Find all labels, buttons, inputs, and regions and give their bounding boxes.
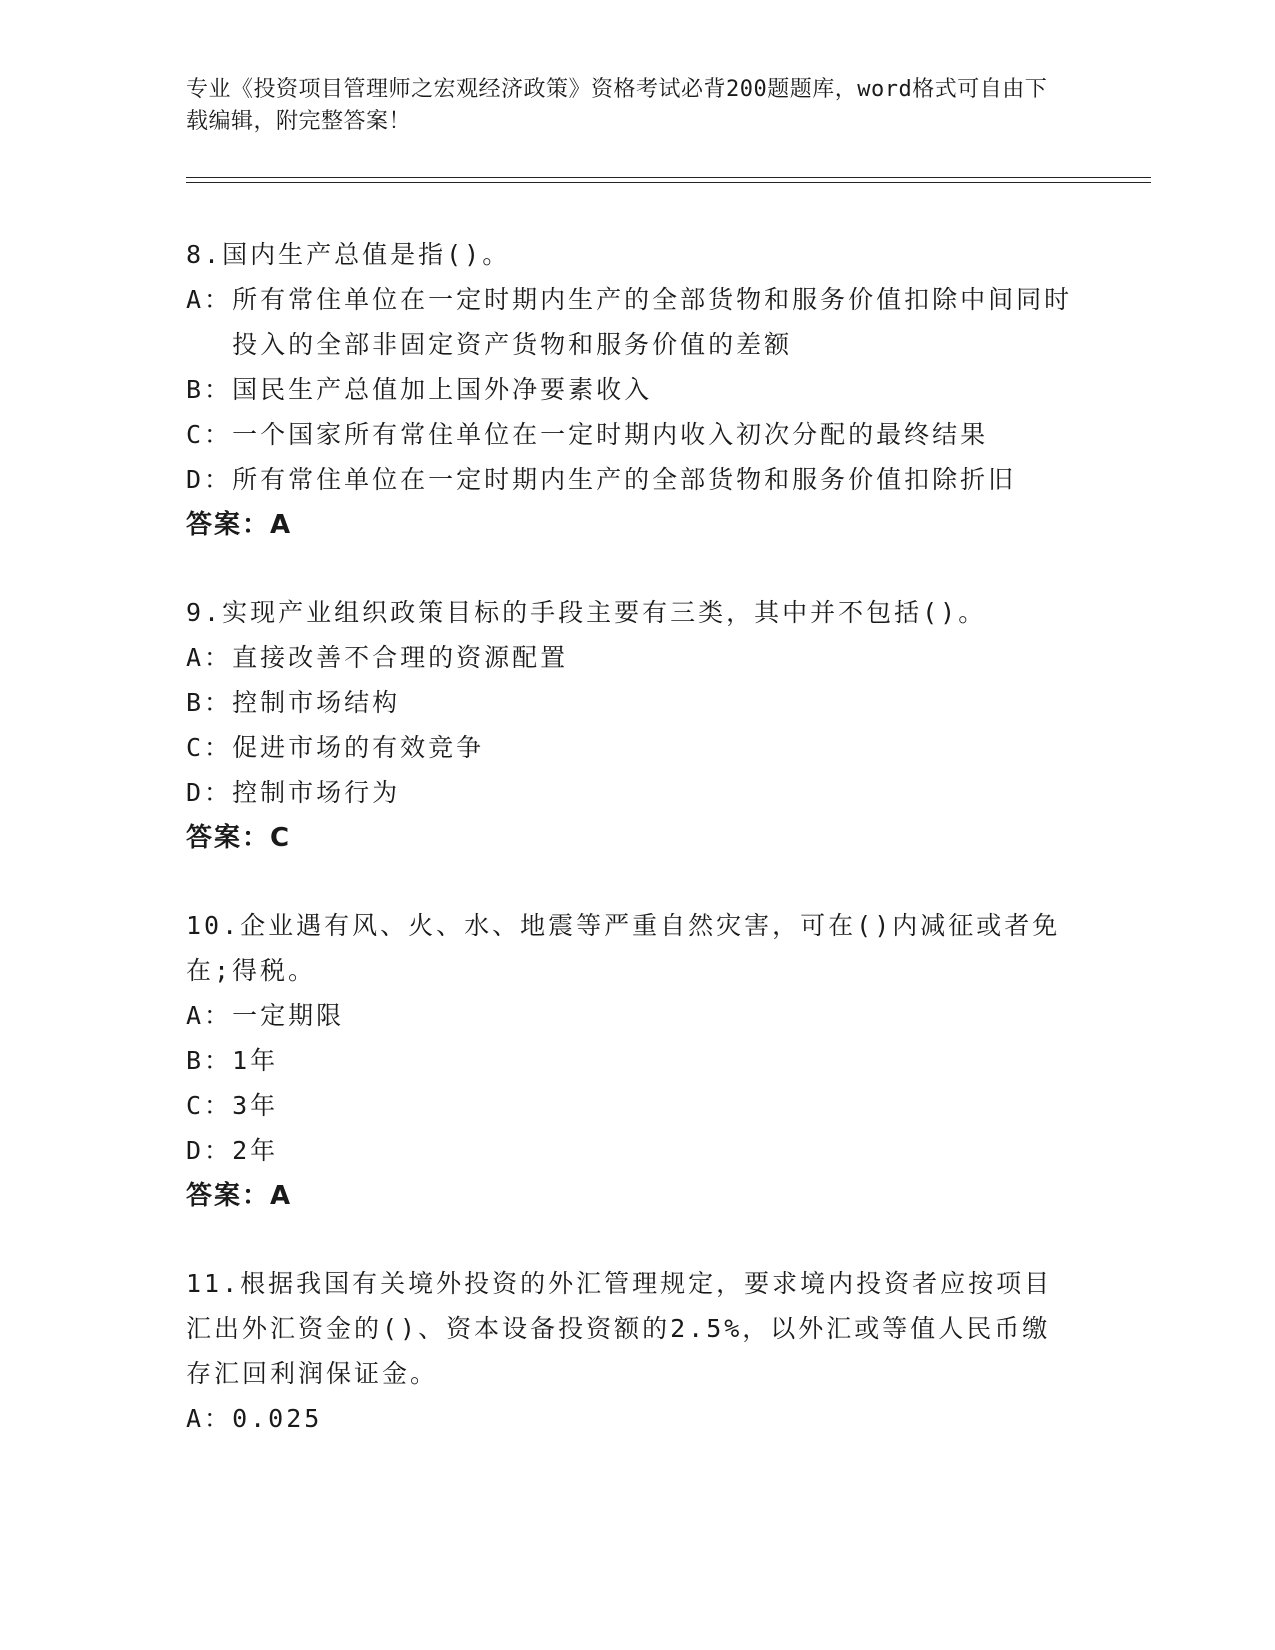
answer-line: 答案：A <box>186 510 293 540</box>
question-stem: 9.实现产业组织政策目标的手段主要有三类，其中并不包括()。 <box>186 598 987 627</box>
option-text: 控制市场行为 <box>232 778 401 807</box>
option-key: B： <box>186 1046 233 1075</box>
option-c <box>186 725 1076 770</box>
option-key: A： <box>186 1001 233 1030</box>
document-intro: 专业《投资项目管理师之宏观经济政策》资格考试必背200题题库，word格式可自由下载编辑，附完整答案！ <box>186 77 1048 134</box>
question-list <box>186 232 1076 1483</box>
option-key: C： <box>186 1091 233 1120</box>
question-8 <box>186 232 1076 548</box>
answer-line: 答案：C <box>186 823 292 853</box>
option-text: 3年 <box>232 1091 279 1120</box>
question-11 <box>186 1261 1076 1441</box>
option-text: 一个国家所有常住单位在一定时期内收入初次分配的最终结果 <box>232 420 989 449</box>
option-text: 直接改善不合理的资源配置 <box>232 643 569 672</box>
option-a <box>186 635 1076 680</box>
option-c <box>186 412 1076 457</box>
option-d <box>186 457 1076 502</box>
answer-line: 答案：A <box>186 1181 293 1211</box>
option-a <box>186 993 1076 1038</box>
option-text: 1年 <box>232 1046 279 1075</box>
option-key: B： <box>186 375 233 404</box>
option-text: 0.025 <box>232 1404 323 1433</box>
option-key: D： <box>186 1136 233 1165</box>
option-text: 促进市场的有效竞争 <box>232 733 485 762</box>
header-divider-bottom <box>186 182 1151 183</box>
option-key: D： <box>186 465 233 494</box>
question-stem: 11.根据我国有关境外投资的外汇管理规定，要求境内投资者应按项目汇出外汇资金的()、资本设备投资额的2.5%，以外汇或等值人民币缴存汇回利润保证金。 <box>186 1269 1053 1388</box>
option-a <box>186 1396 1076 1441</box>
question-9 <box>186 590 1076 861</box>
question-10 <box>186 903 1076 1219</box>
option-a <box>186 277 1076 367</box>
option-text: 所有常住单位在一定时期内生产的全部货物和服务价值扣除折旧 <box>232 465 1017 494</box>
option-key: C： <box>186 420 233 449</box>
option-b <box>186 367 1076 412</box>
option-key: B： <box>186 688 233 717</box>
option-text: 2年 <box>232 1136 279 1165</box>
option-text: 控制市场结构 <box>232 688 401 717</box>
question-stem: 8.国内生产总值是指()。 <box>186 240 511 269</box>
option-key: D： <box>186 778 233 807</box>
option-key: C： <box>186 733 233 762</box>
option-key: A： <box>186 1404 233 1433</box>
option-text: 所有常住单位在一定时期内生产的全部货物和服务价值扣除中间同时投入的全部非固定资产货物和服务价值的差额 <box>232 285 1073 359</box>
option-text: 一定期限 <box>232 1001 345 1030</box>
option-key: A： <box>186 285 233 314</box>
option-d <box>186 1128 1076 1173</box>
option-b <box>186 680 1076 725</box>
header-divider-top <box>186 177 1151 178</box>
question-stem: 10.企业遇有风、火、水、地震等严重自然灾害，可在()内减征或者免在;得税。 <box>186 911 1061 985</box>
option-c <box>186 1083 1076 1128</box>
option-b <box>186 1038 1076 1083</box>
option-text: 国民生产总值加上国外净要素收入 <box>232 375 653 404</box>
option-key: A： <box>186 643 233 672</box>
option-d <box>186 770 1076 815</box>
